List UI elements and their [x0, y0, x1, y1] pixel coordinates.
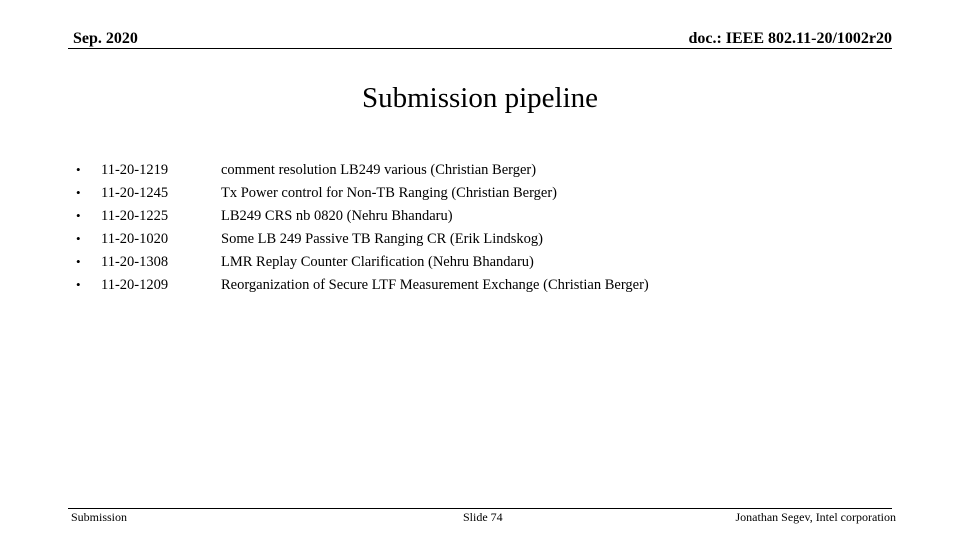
bullet-icon: • [76, 208, 81, 223]
document-number: 11-20-1219 [101, 162, 169, 178]
bullet-icon: • [76, 277, 81, 292]
bullet-icon: • [76, 162, 81, 177]
document-description: LMR Replay Counter Clarification (Nehru Bhandaru) [221, 254, 534, 270]
document-description: comment resolution LB249 various (Christian Berger) [221, 162, 537, 178]
document-description: Tx Power control for Non-TB Ranging (Christian Berger) [221, 185, 557, 201]
document-description: Reorganization of Secure LTF Measurement Exchange (Christian Berger) [221, 277, 649, 293]
slide-title: Submission pipeline [361, 82, 599, 114]
footer-author: Jonathan Segev, Intel corporation [735, 510, 896, 524]
list-item [76, 227, 649, 250]
document-number: 11-20-1245 [101, 185, 169, 201]
footer-divider [68, 508, 892, 509]
document-number: 11-20-1020 [101, 231, 169, 247]
bullet-icon: • [76, 231, 81, 246]
bullet-icon: • [76, 185, 81, 200]
header-divider [68, 48, 892, 49]
header-date: Sep. 2020 [73, 30, 138, 47]
document-number: 11-20-1225 [101, 208, 169, 224]
document-number: 11-20-1209 [101, 277, 169, 293]
list-item [76, 181, 649, 204]
header-doc-id: doc.: IEEE 802.11-20/1002r20 [688, 30, 892, 47]
bullet-icon: • [76, 254, 81, 269]
document-description: Some LB 249 Passive TB Ranging CR (Erik Lindskog) [221, 231, 543, 247]
list-item [76, 273, 649, 296]
submission-list [76, 158, 649, 296]
list-item [76, 250, 649, 273]
list-item [76, 158, 649, 181]
footer-submission: Submission [71, 510, 128, 524]
footer-slide-number: Slide 74 [463, 510, 503, 524]
document-number: 11-20-1308 [101, 254, 169, 270]
list-item [76, 204, 649, 227]
document-description: LB249 CRS nb 0820 (Nehru Bhandaru) [221, 208, 453, 224]
